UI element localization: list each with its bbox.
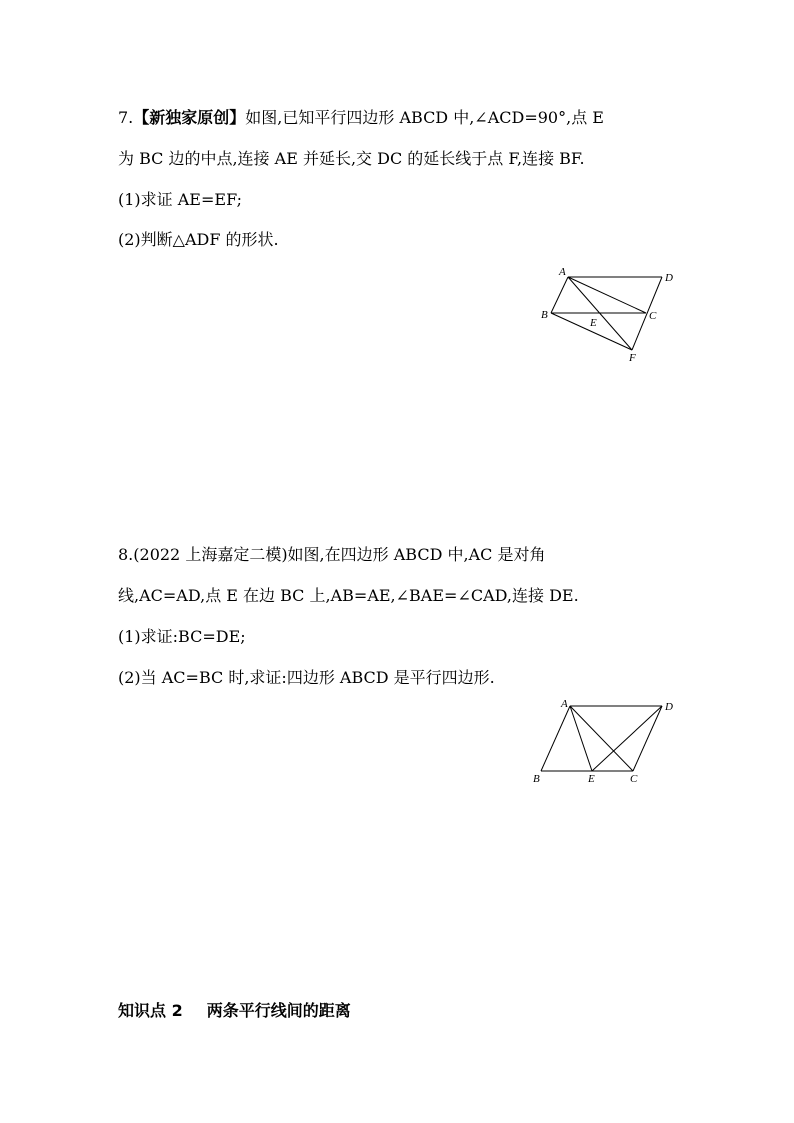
label-C: C xyxy=(630,773,638,785)
problem-7-part-2: (2)判断△ADF 的形状. xyxy=(118,230,279,249)
problem-8-line-1: 8.(2022 上海嘉定二模)如图,在四边形 ABCD 中,AC 是对角 xyxy=(118,545,546,564)
label-B: B xyxy=(541,309,548,321)
segment-DE xyxy=(592,706,662,771)
problem-7-number: 7. xyxy=(118,108,134,127)
label-E: E xyxy=(590,317,597,329)
segment-AC xyxy=(570,706,633,771)
problem-7-tag: 【新独家原创】 xyxy=(133,108,246,127)
section-label: 知识点 2 xyxy=(118,1001,183,1020)
label-D: D xyxy=(665,272,673,284)
label-F: F xyxy=(629,352,636,364)
label-A: A xyxy=(561,698,568,710)
problem-8-line-2: 线,AC=AD,点 E 在边 BC 上,AB=AE,∠BAE=∠CAD,连接 DE. xyxy=(118,586,579,605)
label-E: E xyxy=(588,773,595,785)
segment-AB xyxy=(541,706,570,771)
problem-7-line-2: 为 BC 边的中点,连接 AE 并延长,交 DC 的延长线于点 F,连接 BF. xyxy=(118,149,585,168)
label-B: B xyxy=(533,773,540,785)
problem-7-part-1: (1)求证 AE=EF; xyxy=(118,190,242,209)
problem-8-part-1: (1)求证:BC=DE; xyxy=(118,627,246,646)
label-D: D xyxy=(665,701,673,713)
segment-CD xyxy=(633,706,662,771)
label-C: C xyxy=(649,310,657,322)
problem-8-part-2: (2)当 AC=BC 时,求证:四边形 ABCD 是平行四边形. xyxy=(118,668,495,687)
label-A: A xyxy=(559,266,566,278)
section-title: 两条平行线间的距离 xyxy=(206,1001,351,1020)
problem-7-text-1: 如图,已知平行四边形 ABCD 中,∠ACD=90°,点 E xyxy=(245,108,604,127)
segment-AE xyxy=(570,706,592,771)
section-heading xyxy=(118,1000,351,1022)
